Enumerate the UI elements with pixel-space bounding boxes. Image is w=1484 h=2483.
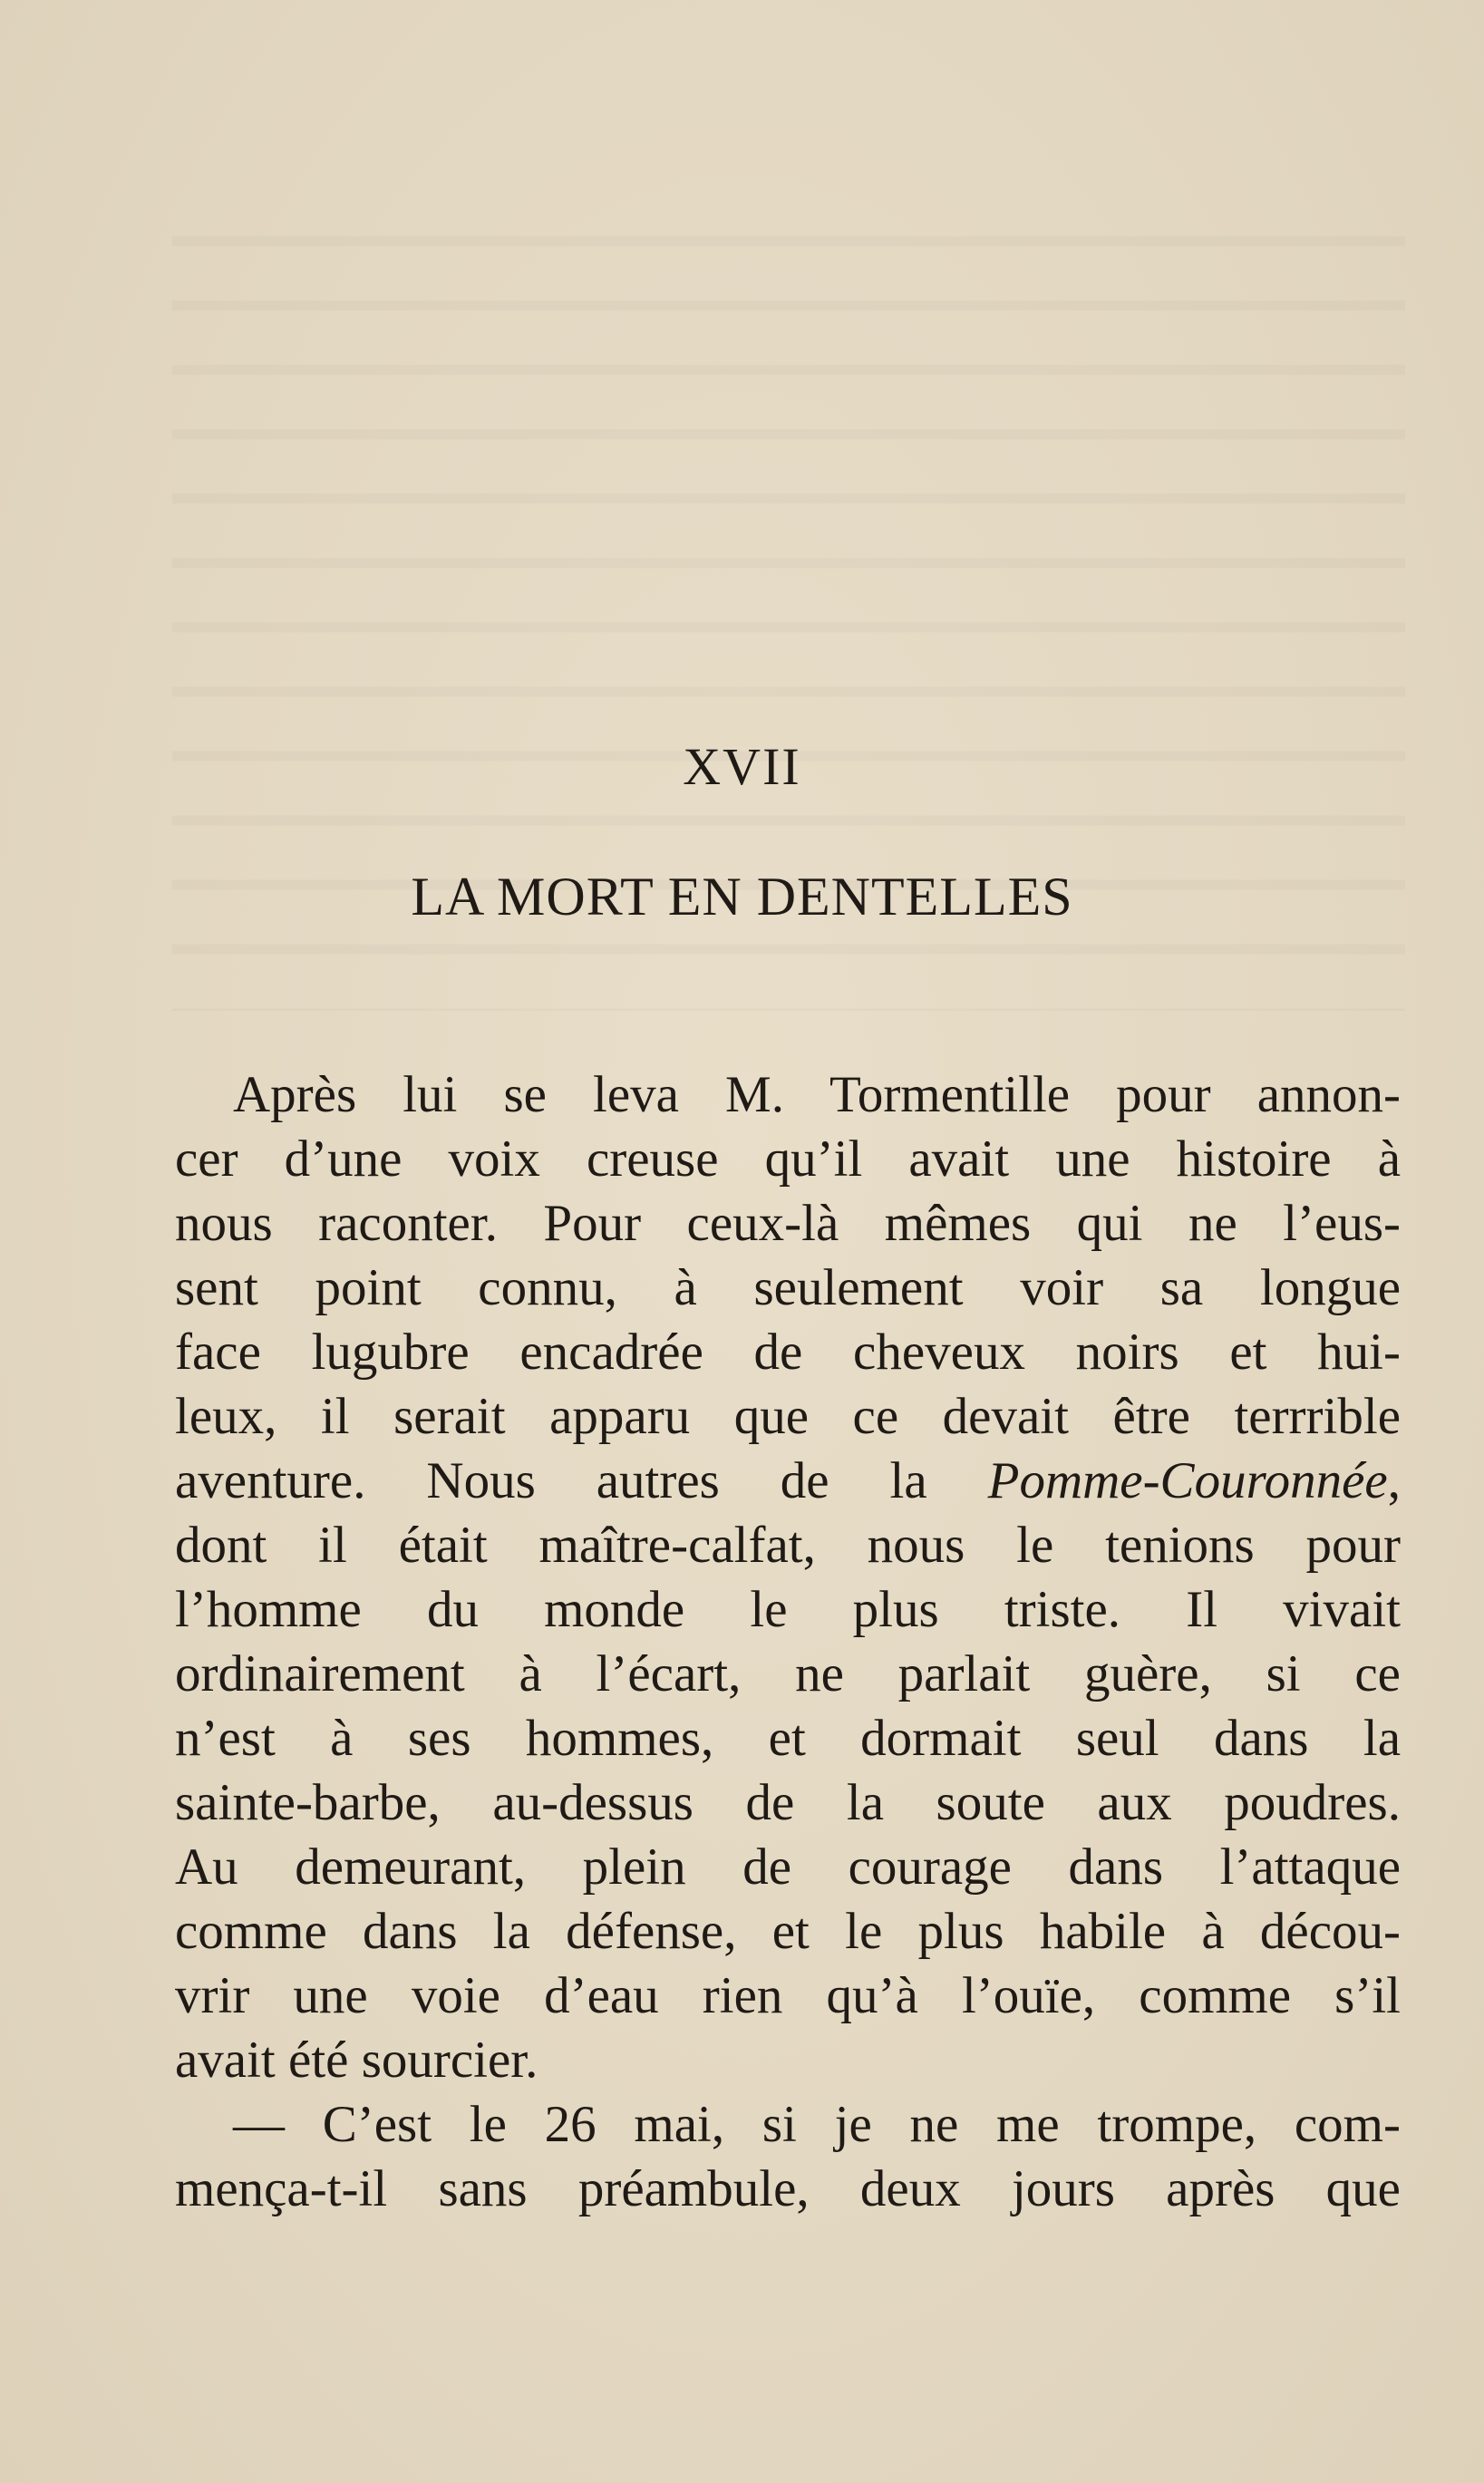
text-line-with-ship-name	[175, 1449, 1401, 1513]
text-line: Après lui se leva M. Tormentille pour annon-	[233, 1066, 1401, 1123]
body-text	[175, 1062, 1401, 2221]
text-line: nous raconter. Pour ceux-là mêmes qui ne l’eus-	[175, 1195, 1401, 1252]
text-line: leux, il serait apparu que ce devait être terrrible	[175, 1388, 1401, 1445]
text-line: — C’est le 26 mai, si je ne me trompe, com-	[233, 2096, 1401, 2153]
text-segment: aventure. Nous autres de la	[175, 1452, 988, 1509]
text-line: ordinairement à l’écart, ne parlait guère, si ce	[175, 1645, 1401, 1702]
text-line: l’homme du monde le plus triste. Il vivait	[175, 1581, 1401, 1638]
text-line: avait été sourcier.	[175, 2032, 538, 2089]
chapter-number: XVII	[683, 737, 801, 796]
text-line: sent point connu, à seulement voir sa longue	[175, 1259, 1401, 1316]
text-line: n’est à ses hommes, et dormait seul dans la	[175, 1710, 1401, 1767]
text-line: cer d’une voix creuse qu’il avait une histoire à	[175, 1130, 1401, 1188]
text-line: dont il était maître-calfat, nous le tenions pour	[175, 1517, 1401, 1574]
text-line: Au demeurant, plein de courage dans l’attaque	[175, 1838, 1401, 1896]
text-line: face lugubre encadrée de cheveux noirs et hui-	[175, 1324, 1401, 1381]
text-line: comme dans la défense, et le plus habile à décou-	[175, 1903, 1401, 1960]
text-line: sainte-barbe, au-dessus de la soute aux poudres.	[175, 1774, 1401, 1831]
text-line: mença-t-il sans préambule, deux jours après que	[175, 2160, 1401, 2217]
text-line: vrir une voie d’eau rien qu’à l’ouïe, comme s’il	[175, 1967, 1401, 2024]
text-segment: ,	[1387, 1452, 1401, 1509]
ship-name: Pomme-Couronnée	[987, 1452, 1388, 1509]
chapter-title: LA MORT EN DENTELLES	[411, 867, 1073, 926]
